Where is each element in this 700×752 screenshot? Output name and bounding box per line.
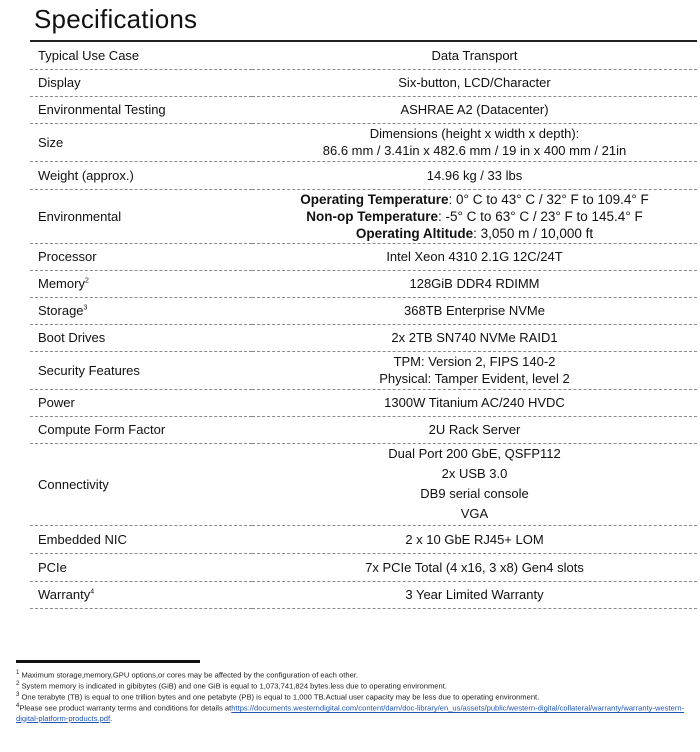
specifications-table	[30, 42, 697, 609]
spec-value	[252, 161, 697, 189]
value-line: TPM: Version 2, FIPS 140-2	[393, 354, 556, 369]
spec-row	[30, 553, 697, 581]
spec-label: Compute Form Factor	[30, 416, 252, 443]
spec-label: Warranty$^4$	[30, 581, 252, 608]
spec-label: Environmental	[30, 189, 252, 243]
spec-value	[252, 69, 697, 96]
footnote-marker: 2	[84, 277, 89, 285]
footnote-3: $^3$ One terabyte (TB) is equal to one trillion bytes and one petabyte (PB) is equal to 1,000 TB.Actual user capacity may be less due to operating environment.	[16, 692, 540, 702]
spec-label: Display	[30, 69, 252, 96]
spec-row	[30, 42, 697, 69]
spec-value	[252, 324, 697, 351]
environment-line: Operating Altitude: 3,050 m / 10,000 ft	[355, 225, 594, 241]
value-line: Dual Port 200 GbE, QSFP112	[388, 446, 561, 461]
spec-row	[30, 581, 697, 608]
spec-row	[30, 161, 697, 189]
spec-row	[30, 389, 697, 416]
spec-value	[252, 270, 697, 297]
value-line: 2x USB 3.0	[441, 466, 508, 481]
spec-row	[30, 324, 697, 351]
spec-value	[252, 416, 697, 443]
spec-label: Boot Drives	[30, 324, 252, 351]
value-line: ASHRAE A2 (Datacenter)	[400, 102, 549, 117]
spec-value	[252, 297, 697, 324]
page-title: Specifications	[34, 4, 198, 34]
value-line: Dimensions (height x width x depth):	[369, 126, 580, 141]
value-line: 1300W Titanium AC/240 HVDC	[384, 395, 565, 410]
spec-value	[252, 443, 697, 525]
spec-value	[252, 42, 697, 69]
spec-label: Security Features	[30, 351, 252, 389]
value-line: VGA	[460, 506, 489, 521]
value-line: 86.6 mm / 3.41in x 482.6 mm / 19 in x 400 mm / 21in	[322, 143, 627, 158]
spec-label: Processor	[30, 243, 252, 270]
footnote-4: $^4$Please see product warranty terms and conditions for details athttps://documents.westerndigital.com/content/dam/doc-library/en_us/assets/public/western-digital/collateral/warranty/warranty-western-digital-platform-products.pdf.	[16, 703, 685, 723]
spec-row	[30, 351, 697, 389]
value-line: Data Transport	[431, 47, 518, 63]
spec-row	[30, 69, 697, 96]
footnote-rule	[16, 660, 200, 663]
spec-label: Embedded NIC	[30, 525, 252, 553]
value-line: Physical: Tamper Evident, level 2	[379, 371, 570, 386]
spec-value	[252, 243, 697, 270]
spec-label: Storage$^3$	[30, 297, 252, 324]
value-line: Intel Xeon 4310 2.1G 12C/24T	[386, 249, 563, 264]
value-line: 2U Rack Server	[428, 422, 521, 437]
spec-row	[30, 525, 697, 553]
spec-value	[252, 351, 697, 389]
spec-row	[30, 270, 697, 297]
spec-label: Size	[30, 123, 252, 161]
footnote-2: $^2$ System memory is indicated in gibibytes (GiB) and one GiB is equal to 1,073,741,824 bytes.less due to operating environment.	[16, 681, 447, 691]
value-line: 3 Year Limited Warranty	[405, 587, 544, 602]
spec-row	[30, 123, 697, 161]
spec-value	[252, 189, 697, 243]
spec-value	[252, 96, 697, 123]
spec-label: Memory$^2$	[30, 270, 252, 297]
environment-line: Operating Temperature: 0° C to 43° C / 32° F to 109.4° F	[300, 191, 649, 207]
spec-label: Connectivity	[30, 443, 252, 525]
environment-line: Non-op Temperature: -5° C to 63° C / 23° F to 145.4° F	[306, 208, 643, 224]
spec-label: Weight (approx.)	[30, 161, 252, 189]
value-line: 368TB Enterprise NVMe	[404, 303, 545, 318]
value-line: DB9 serial console	[420, 486, 529, 501]
spec-value	[252, 581, 697, 608]
spec-row	[30, 443, 697, 525]
spec-row	[30, 297, 697, 324]
warranty-link[interactable]: https://documents.westerndigital.com/content/dam/doc-library/en_us/assets/public/western-digital/collateral/warranty/warranty-western-digital-platform-products.pdf	[16, 703, 685, 723]
spec-label: Power	[30, 389, 252, 416]
footnotes	[16, 669, 686, 723]
spec-label: Typical Use Case	[30, 42, 252, 69]
value-line: 128GiB DDR4 RDIMM	[409, 276, 540, 291]
footnote-1: $^1$ Maximum storage,memory,GPU options,or cores may be affected by the configuration of each other.	[16, 670, 359, 680]
value-line: 2 x 10 GbE RJ45+ LOM	[405, 531, 544, 547]
spec-row	[30, 189, 697, 243]
spec-value	[252, 525, 697, 553]
value-line: 14.96 kg / 33 lbs	[426, 167, 523, 183]
spec-value	[252, 553, 697, 581]
footnote-marker: 3	[83, 304, 88, 312]
spec-value	[252, 389, 697, 416]
spec-value	[252, 123, 697, 161]
spec-label: PCIe	[30, 553, 252, 581]
value-line: 7x PCIe Total (4 x16, 3 x8) Gen4 slots	[365, 559, 584, 575]
spec-row	[30, 243, 697, 270]
spec-row	[30, 416, 697, 443]
footnote-marker: 4	[90, 588, 95, 596]
spec-label: Environmental Testing	[30, 96, 252, 123]
value-line: 2x 2TB SN740 NVMe RAID1	[391, 330, 558, 345]
spec-row	[30, 96, 697, 123]
value-line: Six-button, LCD/Character	[398, 75, 551, 90]
